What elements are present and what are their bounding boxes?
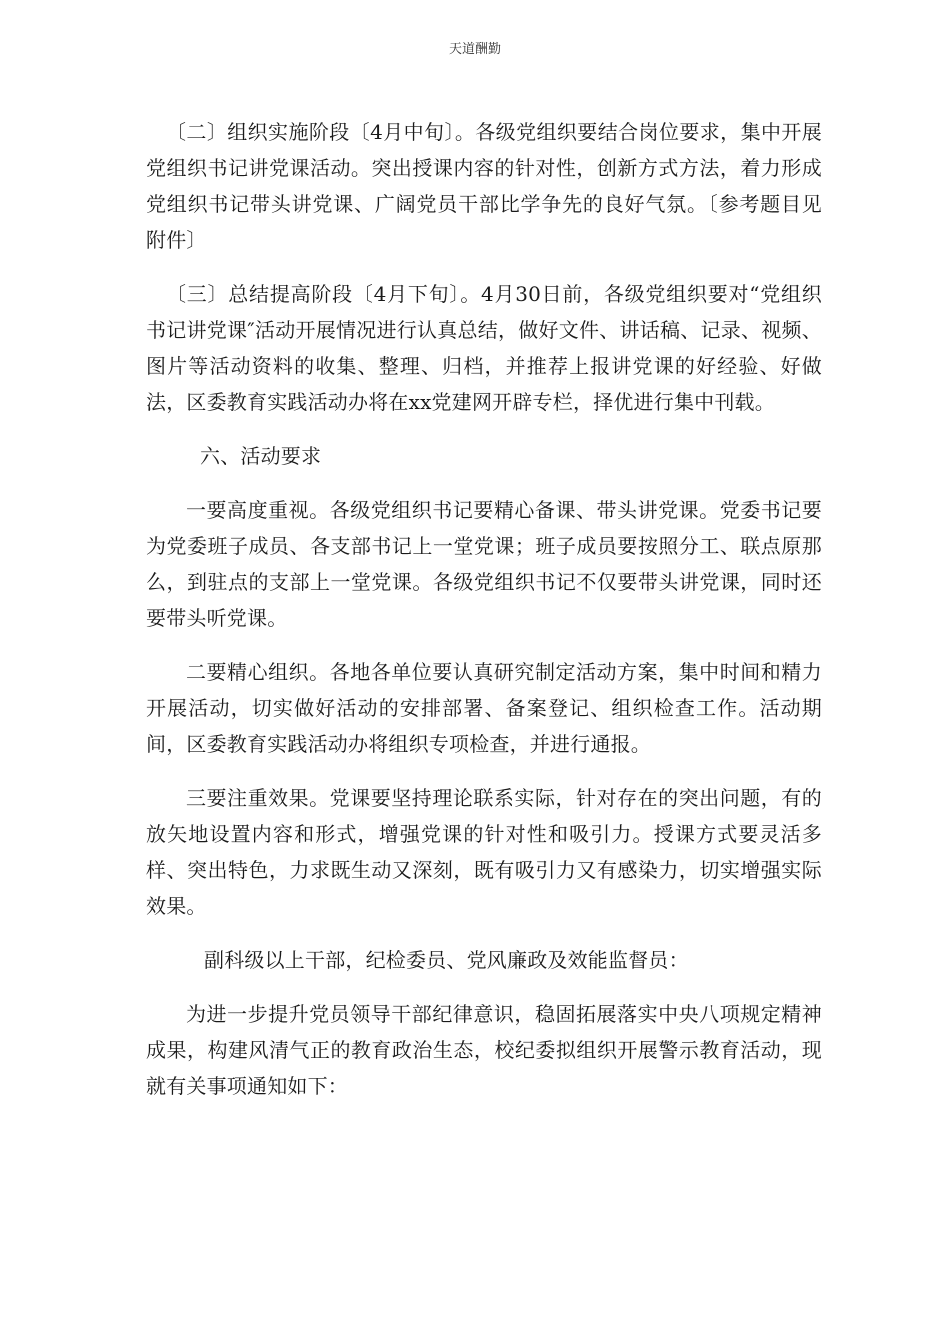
section-heading-requirements: 六、活动要求 [200,444,322,468]
paragraph-requirement-one: 一要高度重视。各级党组织书记要精心备课、带头讲党课。党委书记要为党委班子成员、各支部书记上一堂党课；班子成员要按照分工、联点原那么，到驻点的支部上一堂党课。各级党组织书记不仅要带头讲党课，同时还要带头听党课。 [146,498,822,630]
document-body [146,114,822,1122]
paragraph-requirement-two: 二要精心组织。各地各单位要认真研究制定活动方案，集中时间和精力开展活动，切实做好活动的安排部署、备案登记、组织检查工作。活动期间，区委教育实践活动办将组织专项检查，并进行通报。 [146,660,822,756]
paragraph-stage-two: 〔二〕组织实施阶段〔4月中旬〕。各级党组织要结合岗位要求，集中开展党组织书记讲党课活动。突出授课内容的针对性，创新方式方法，着力形成党组织书记带头讲党课、广阔党员干部比学争先的良好气氛。〔参考题目见附件〕 [146,120,822,252]
paragraph-requirement-three: 三要注重效果。党课要坚持理论联系实际，针对存在的突出问题，有的放矢地设置内容和形式，增强党课的针对性和吸引力。授课方式要灵活多样、突出特色，力求既生动又深刻，既有吸引力又有感染力，切实增强实际效果。 [146,786,822,918]
paragraph-salutation: 副科级以上干部，纪检委员、党风廉政及效能监督员： [204,948,689,972]
paragraph-notice-intro: 为进一步提升党员领导干部纪律意识，稳固拓展落实中央八项规定精神成果，构建风清气正的教育政治生态，校纪委拟组织开展警示教育活动，现就有关事项通知如下： [146,1002,822,1098]
paragraph-stage-three: 〔三〕总结提高阶段〔4月下旬〕。4月30日前，各级党组织要对“党组织书记讲党课″活动开展情况进行认真总结，做好文件、讲话稿、记录、视频、图片等活动资料的收集、整理、归档，并推荐上报讲党课的好经验、好做法，区委教育实践活动办将在xx党建网开辟专栏，择优进行集中刊载。 [146,282,822,414]
page-header: 天道酬勤 [448,42,501,57]
